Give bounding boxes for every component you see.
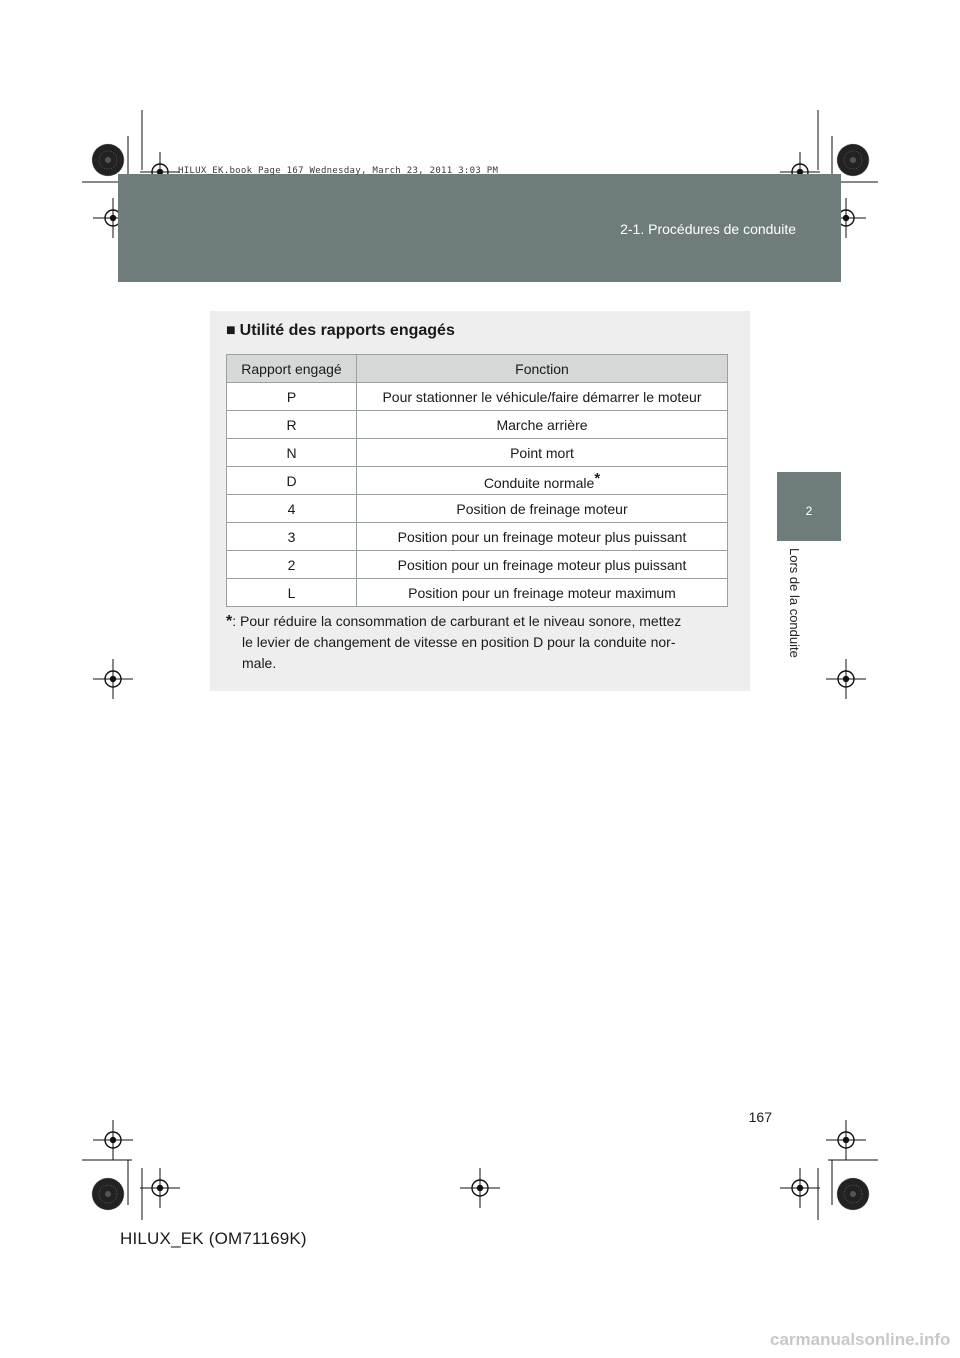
crosshair-icon — [826, 659, 866, 699]
table-header-row — [227, 355, 728, 383]
table-row — [227, 495, 728, 523]
gear-cell: P — [227, 383, 357, 411]
radial-target-icon — [92, 1178, 124, 1210]
gear-cell: D — [227, 467, 357, 495]
crosshair-icon — [93, 1120, 133, 1160]
function-text: Conduite normale — [483, 475, 595, 491]
section-title: 2-1. Procédures de conduite — [620, 221, 796, 237]
gear-cell: R — [227, 411, 357, 439]
table-row — [227, 383, 728, 411]
chapter-title-container — [773, 548, 817, 678]
footnote-line-2: le levier de changement de vitesse en position D pour la conduite nor- — [242, 634, 676, 650]
table-row — [227, 551, 728, 579]
function-cell: Position pour un freinage moteur maximum — [357, 579, 728, 607]
table-row — [227, 439, 728, 467]
crosshair-icon — [460, 1168, 500, 1208]
model-code: HILUX_EK (OM71169K) — [120, 1229, 307, 1248]
function-cell: Point mort — [357, 439, 728, 467]
column-header-function: Fonction — [357, 355, 728, 383]
print-stamp: HILUX_EK.book Page 167 Wednesday, March 23, 2011 3:03 PM — [178, 166, 499, 176]
table-row — [227, 523, 728, 551]
function-cell: Marche arrière — [357, 411, 728, 439]
page-number: 167 — [748, 1109, 772, 1125]
box-heading-text: Utilité des rapports engagés — [239, 322, 455, 339]
crosshair-icon — [93, 659, 133, 699]
gear-cell: 4 — [227, 495, 357, 523]
function-cell — [357, 467, 728, 495]
gear-cell: 3 — [227, 523, 357, 551]
table-row — [227, 579, 728, 607]
gear-table — [226, 354, 728, 607]
footnote-asterisk: * — [594, 470, 601, 487]
radial-target-icon — [92, 144, 124, 176]
function-cell: Position de freinage moteur — [357, 495, 728, 523]
crosshair-icon — [780, 1168, 820, 1208]
radial-target-icon — [837, 1178, 869, 1210]
gear-cell: L — [227, 579, 357, 607]
crosshair-icon — [826, 1120, 866, 1160]
radial-target-icon — [837, 144, 869, 176]
table-row — [227, 467, 728, 495]
footnote-line-3: male. — [242, 655, 277, 671]
chapter-tab — [777, 472, 841, 541]
footnote-mark: * — [226, 613, 233, 630]
chapter-title: Lors de la conduite — [787, 548, 802, 658]
gear-cell: N — [227, 439, 357, 467]
footnote — [226, 611, 728, 674]
chapter-number: 2 — [805, 504, 813, 518]
column-header-gear: Rapport engagé — [227, 355, 357, 383]
crosshair-icon — [140, 1168, 180, 1208]
function-cell: Pour stationner le véhicule/faire démarrer le moteur — [357, 383, 728, 411]
gear-cell: 2 — [227, 551, 357, 579]
box-heading — [226, 322, 455, 340]
heading-square-icon: ■ — [226, 322, 236, 339]
watermark: carmanualsonline.info — [770, 1330, 951, 1349]
function-cell: Position pour un freinage moteur plus puissant — [357, 523, 728, 551]
footnote-line-1: : Pour réduire la consommation de carburant et le niveau sonore, mettez — [232, 613, 682, 629]
table-row — [227, 411, 728, 439]
function-cell: Position pour un freinage moteur plus puissant — [357, 551, 728, 579]
